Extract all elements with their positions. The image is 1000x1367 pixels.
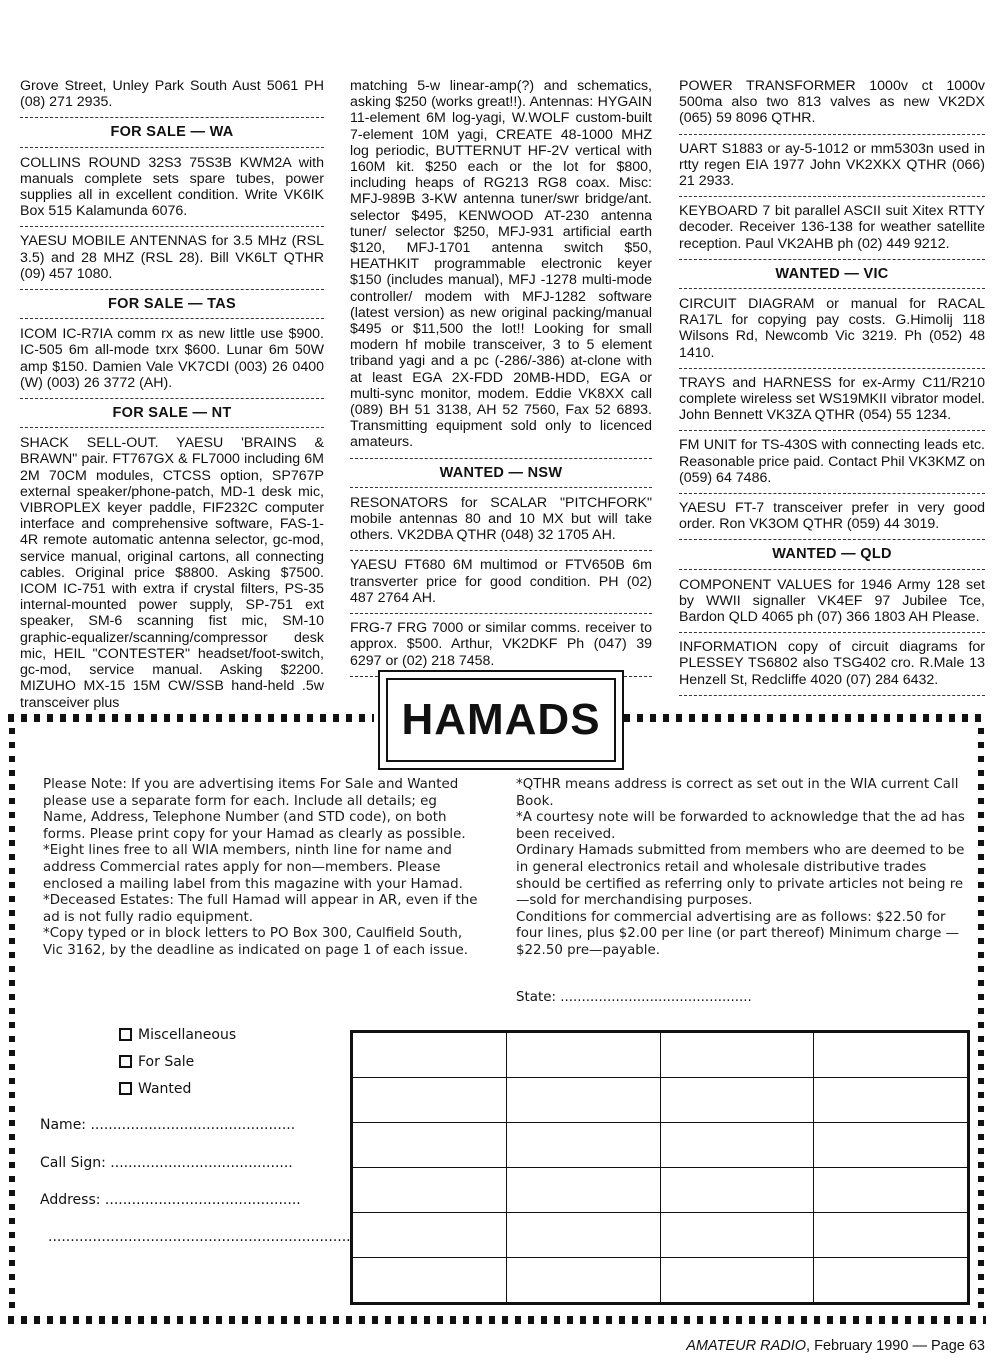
ad-separator (20, 226, 324, 227)
classified-ad: ICOM IC-R7IA comm rx as new little use $900. IC-505 6m all-mode txrx $600. Lunar 6m 50W amp $150. Damien Vale VK7CDI (003) 26 0400 (W) (003) 26 3772 (AH). (20, 326, 324, 391)
ad-separator (350, 613, 652, 614)
section-heading-box (20, 398, 324, 428)
form-border-right (978, 728, 984, 1312)
form-notes-left (43, 777, 483, 960)
magazine-name: AMATEUR RADIO (686, 1338, 807, 1354)
classified-ad: COMPONENT VALUES for 1946 Army 128 set by WWII signaller VK4EF 97 Jubilee Tce, Bardon QLD 4065 ph (07) 366 1803 AH Please. (679, 576, 985, 626)
ad-separator (679, 368, 985, 369)
classified-ad: FM UNIT for TS-430S with connecting leads etc. Reasonable price paid. Contact Phil VK3KMZ on (059) 64 7486. (679, 437, 985, 486)
section-heading: WANTED — VIC (775, 265, 889, 282)
checkbox-icon[interactable] (119, 1082, 132, 1095)
category-checkboxes (119, 1021, 236, 1102)
classified-ad: COLLINS ROUND 32S3 75S3B KWM2A with manuals complete sets spare tubes, power supplies all in excellent condition. Write VK6IK Box 515 Kalamunda 6076. (20, 154, 324, 220)
ad-separator (679, 134, 985, 135)
column-3 (679, 78, 985, 702)
page-footer (686, 1338, 985, 1354)
classified-ad: SHACK SELL-OUT. YAESU 'BRAINS & BRAWN" pair. FT767GX & FL7000 including 6M 2M 70CM modules, CTCSS option, SP767P external speaker/phone-patch, MD-1 desk mic, VIBROPLEX keyer paddle, FIF232C computer interface and comprehensive software, FAS-1-4R remote automatic antenna selector, gc-mod, service manual, original cartons, all connecting cables. Original price $8800. Asking $7500. ICOM IC-751 with extra if crystal filters, PS-35 internal-mounted power supply, SP-751 ext speaker, SM-6 scanning fist mic, SM-10 graphic-equalizer/scanning/compressor desk mic, HEIL "CONTESTER" headset/foot-switch, gc-mod, service manual. Asking $2200. MIZUHO MX-15 15M CW/SSB hand-held .5w transceiver plus (20, 435, 324, 711)
section-heading: FOR SALE — NT (112, 405, 232, 422)
note-paragraph: Ordinary Hamads submitted from members who are deemed to be in general electronics retail and wholesale distributive trades should be certified as referring only to private articles not being re—sold for merchandising purposes. (516, 843, 965, 909)
classified-ad: RESONATORS for SCALAR "PITCHFORK" mobile antennas 80 and 10 MX but will take others. VK2DBA QTHR (048) 32 1705 AH. (350, 494, 652, 544)
section-heading: WANTED — NSW (439, 464, 563, 481)
note-paragraph: Please Note: If you are advertising items For Sale and Wanted please use a separate form for each. Include all details; eg Name, Address, Telephone Number (and STD code), on both forms. Please print copy for your Hamad as clearly as possible. (43, 777, 466, 842)
classified-ad: FRG-7 FRG 7000 or similar comms. receiver to approx. $500. Arthur, VK2DKF Ph (047) 39 6297 or (02) 218 7458. (350, 620, 652, 669)
section-heading-box (679, 539, 985, 569)
column-1 (20, 78, 324, 711)
checkbox-icon[interactable] (119, 1028, 132, 1041)
ad-separator (679, 695, 985, 696)
ad-text-grid[interactable] (350, 1030, 970, 1305)
classified-ad: TRAYS and HARNESS for ex-Army C11/R210 complete wireless set WS19MKII vibrator model. John Bennett VK3ZA QTHR (054) 55 1234. (679, 374, 985, 424)
form-notes-right (516, 777, 966, 960)
checkbox-label: Wanted (138, 1080, 192, 1097)
address-field[interactable]: Address: ............................................ (40, 1192, 301, 1208)
ad-separator (679, 632, 985, 633)
ad-separator (679, 430, 985, 431)
state-field[interactable]: State: ............................................. (516, 990, 752, 1005)
ad-separator (350, 550, 652, 551)
form-border-top-right (624, 714, 986, 722)
address-line-2[interactable]: .................................................................... (48, 1229, 351, 1245)
name-field[interactable]: Name: .............................................. (40, 1117, 296, 1133)
classified-ad: YAESU FT680 6M multimod or FTV650B 6m transverter price for good condition. PH (02) 487 2764 AH. (350, 557, 652, 606)
checkbox-for-sale[interactable] (119, 1048, 236, 1075)
classified-ad: INFORMATION copy of circuit diagrams for PLESSEY TS6802 also TSG402 cro. R.Male 13 Henzell St, Redcliffe 4020 (07) 284 6432. (679, 639, 985, 688)
classified-ad: Grove Street, Unley Park South Aust 5061 PH (08) 271 2935. (20, 78, 324, 111)
hamads-title: HAMADS (386, 678, 616, 762)
checkbox-wanted[interactable] (119, 1075, 236, 1102)
checkbox-label: Miscellaneous (138, 1026, 237, 1043)
section-heading: WANTED — QLD (772, 546, 892, 563)
column-2 (350, 78, 652, 683)
callsign-field[interactable]: Call Sign: ......................................... (40, 1155, 293, 1171)
classified-ad: YAESU MOBILE ANTENNAS for 3.5 MHz (RSL 3.5) and 28 MHZ (RSL 28). Bill VK6LT QTHR (09) 457 1080. (20, 233, 324, 282)
checkbox-miscellaneous[interactable] (119, 1021, 236, 1048)
section-heading-box (350, 458, 652, 488)
classified-ad: UART S1883 or ay-5-1012 or mm5303n used in rtty regen EIA 1977 John VK2XKX QTHR (066) 21 2933. (679, 140, 985, 190)
section-heading: FOR SALE — WA (110, 124, 234, 141)
ad-separator (679, 493, 985, 494)
note-paragraph: *Eight lines free to all WIA members, ninth line for name and address Commercial rates apply for non—members. Please enclosed a mailing label from this magazine with your Hamad. (43, 843, 463, 892)
checkbox-icon[interactable] (119, 1055, 132, 1068)
form-border-top-left (8, 714, 374, 722)
classified-ad: KEYBOARD 7 bit parallel ASCII suit Xitex RTTY decoder. Receiver 136-138 for weather satellite reception. Paul VK2AHB ph (02) 449 9212. (679, 203, 985, 252)
form-border-bottom (8, 1316, 986, 1324)
classified-ad: YAESU FT-7 transceiver prefer in very good order. Ron VK3OM QTHR (059) 44 3019. (679, 500, 985, 533)
section-heading-box (679, 259, 985, 289)
hamads-title-box (378, 670, 624, 770)
classified-ad: CIRCUIT DIAGRAM or manual for RACAL RA17L for copying pay costs. G.Himolij 118 Wilsons Rd, Newcomb Vic 3219. Ph (052) 48 1410. (679, 296, 985, 361)
note-paragraph: *QTHR means address is correct as set out in the WIA current Call Book. (516, 777, 959, 809)
note-paragraph: *A courtesy note will be forwarded to acknowledge that the ad has been received. (516, 810, 965, 842)
classified-ad: matching 5-w linear-amp(?) and schematics, asking $250 (works great!!). Antennas: HYGAIN 11-element 6M log-yagi, W.WOLF custom-built 7-element 10M yagi, CREATE 48-1000 MHZ log periodic, BUTTERNUT HF-2V vertical with 160M kit. $250 each or the lot for $800, including heaps of RG213 RG8 coax. Misc: MFJ-989B 3-KW antenna tuner/swr bridge/ant. selector $495, KENWOOD AT-230 antenna tuner/ selector $250, MFJ-931 artificial earth $120, MFJ-1701 antenna switch $50, HEATHKIT programmable electronic keyer $150 (includes manual), MFJ -1278 multi-mode controller/ modem with MFJ-1282 software (latest version) as new original packing/manual $495 or $11,500 the lot!! Looking for small modern hf mobile transceiver, 3 to 5 element triband yagi and a pc (-286/-386) at-clone with at least EGA 2X-FDD 20MB-HDD, EGA or multi-sync monitor, modem. Eddie VK8XX call (089) BH 51 3138, AH 52 7560, Fax 52 6893. Transmitting equipment sold only to licenced amateurs. (350, 78, 652, 451)
note-paragraph: *Deceased Estates: The full Hamad will appear in AR, even if the ad is not fully radio equipment. (43, 893, 478, 925)
checkbox-label: For Sale (138, 1053, 195, 1070)
section-heading: FOR SALE — TAS (108, 296, 236, 313)
form-border-left (9, 728, 15, 1312)
classified-ad: POWER TRANSFORMER 1000v ct 1000v 500ma also two 813 valves as new VK2DX (065) 59 8096 QTHR. (679, 78, 985, 127)
note-paragraph: Conditions for commercial advertising are as follows: $22.50 for four lines, plus $2.00 per line (or part thereof) Minimum charge — $22.50 pre—payable. (516, 909, 959, 958)
ad-separator (679, 196, 985, 197)
note-paragraph: *Copy typed or in block letters to PO Box 300, Caulfield South, Vic 3162, by the deadline as indicated on page 1 of each issue. (43, 926, 469, 958)
footer-date-page: , February 1990 — Page 63 (806, 1338, 985, 1354)
section-heading-box (20, 289, 324, 319)
section-heading-box (20, 117, 324, 147)
